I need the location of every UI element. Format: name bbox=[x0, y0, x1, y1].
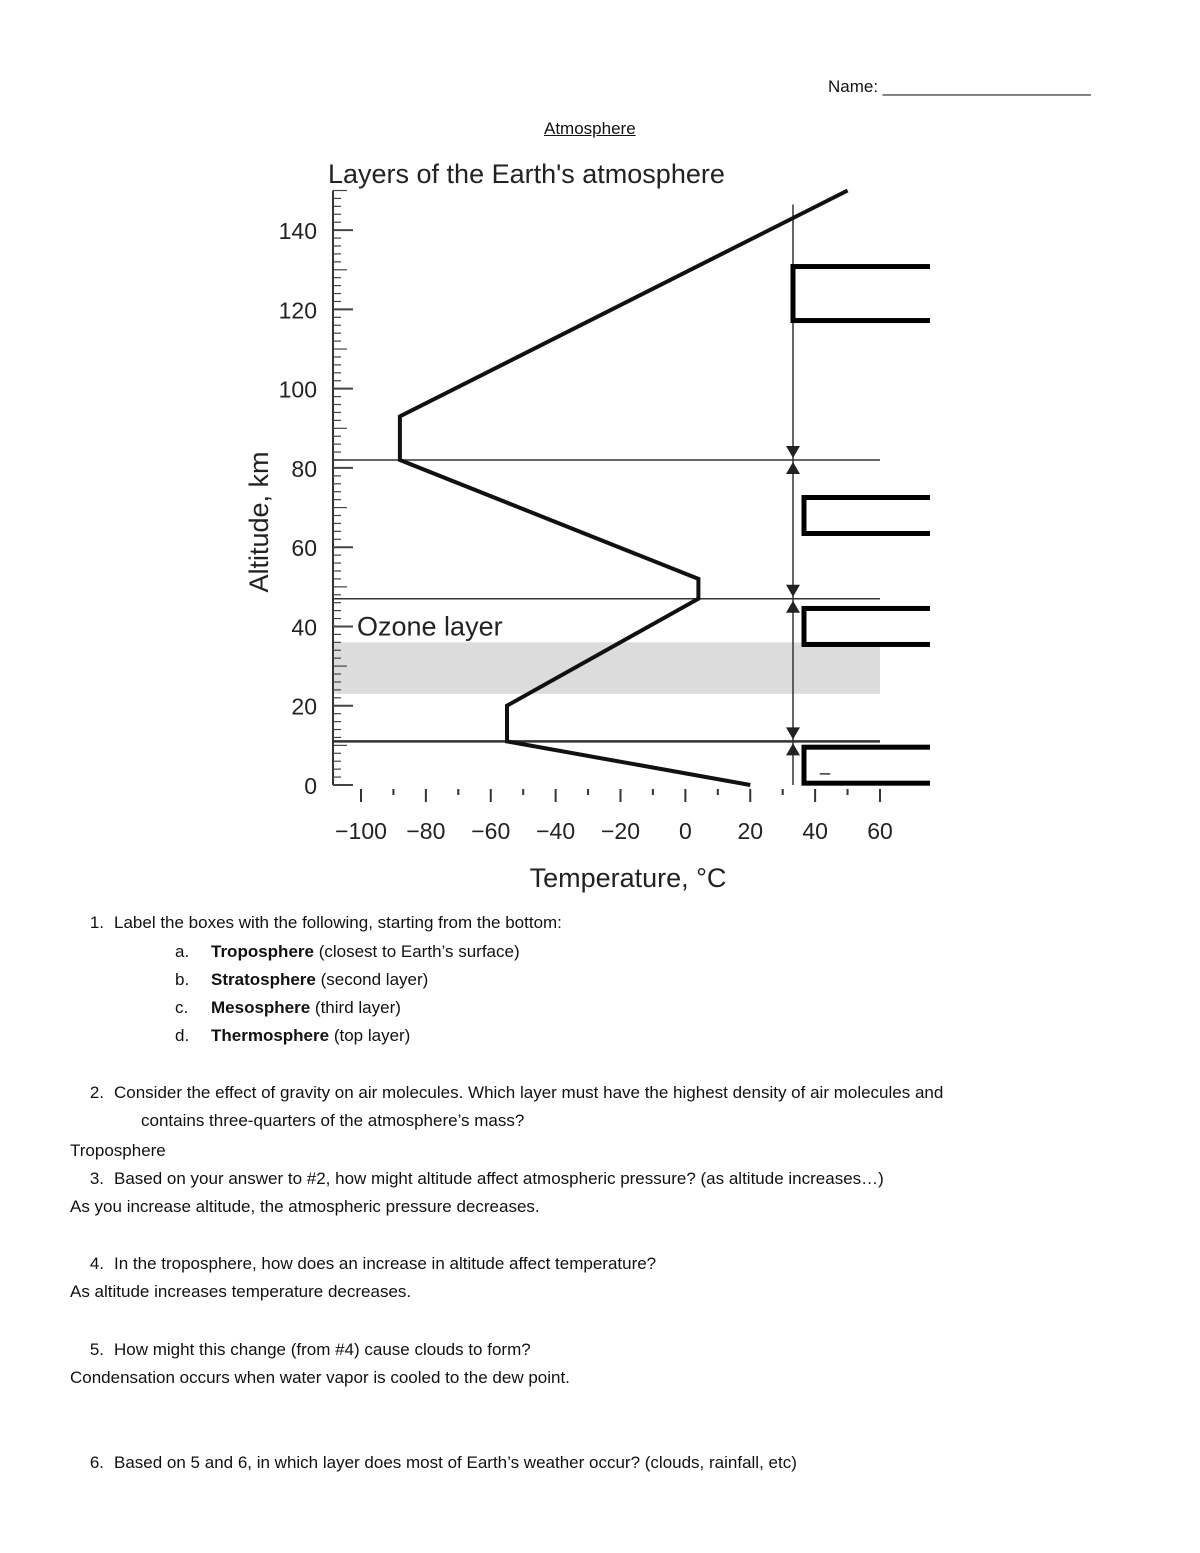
item-b-letter: b. bbox=[175, 970, 190, 989]
page-title: Atmosphere bbox=[544, 119, 636, 138]
question-6-number: 6. bbox=[89, 1453, 104, 1472]
arrow-down-icon bbox=[786, 585, 800, 597]
arrow-up-icon bbox=[786, 462, 800, 474]
question-3 bbox=[70, 1170, 884, 1187]
question-1b bbox=[175, 971, 428, 988]
atmosphere-chart bbox=[230, 150, 930, 900]
question-2-number: 2. bbox=[89, 1083, 104, 1102]
y-tick-label: 100 bbox=[278, 376, 317, 403]
arrow-down-icon bbox=[786, 446, 800, 458]
name-field-label: Name: ______________________ bbox=[828, 77, 1091, 96]
x-tick-label: 0 bbox=[678, 818, 692, 844]
question-1a bbox=[175, 943, 520, 960]
item-b-term: Stratosphere bbox=[211, 970, 316, 989]
question-2-line1: Consider the effect of gravity on air molecules. Which layer must have the highest density of air molecules and bbox=[114, 1083, 944, 1102]
item-a-note: (closest to Earth’s surface) bbox=[313, 942, 520, 961]
question-1c bbox=[175, 999, 401, 1016]
question-2-line2: contains three-quarters of the atmosphere’s mass? bbox=[141, 1111, 525, 1130]
question-1-number: 1. bbox=[89, 913, 104, 932]
question-2 bbox=[70, 1084, 943, 1101]
question-1-text: Label the boxes with the following, starting from the bottom: bbox=[114, 913, 562, 932]
y-axis-label: Altitude, km bbox=[244, 451, 274, 593]
x-tick-label: 60 bbox=[867, 818, 893, 844]
y-tick-label: 140 bbox=[278, 218, 317, 245]
layer-label-box bbox=[804, 497, 930, 533]
temperature-profile-line bbox=[400, 191, 848, 786]
question-6-text: Based on 5 and 6, in which layer does most of Earth’s weather occur? (clouds, rainfall, etc) bbox=[114, 1453, 797, 1472]
item-d-note: (top layer) bbox=[329, 1026, 411, 1045]
answer-5: Condensation occurs when water vapor is cooled to the dew point. bbox=[70, 1368, 570, 1387]
question-5-number: 5. bbox=[89, 1340, 104, 1359]
item-c-term: Mesosphere bbox=[211, 998, 311, 1017]
y-tick-label: 20 bbox=[291, 693, 317, 720]
question-3-number: 3. bbox=[89, 1169, 104, 1188]
item-b-note: (second layer) bbox=[315, 970, 429, 989]
y-tick-label: 0 bbox=[304, 773, 317, 799]
answer-2: Troposphere bbox=[70, 1141, 166, 1160]
x-tick-label: −40 bbox=[536, 818, 576, 844]
x-axis-label: Temperature, °C bbox=[529, 863, 727, 893]
ozone-layer-label: Ozone layer bbox=[357, 611, 503, 642]
arrow-up-icon bbox=[786, 743, 800, 755]
y-tick-label: 40 bbox=[291, 614, 317, 641]
question-4 bbox=[70, 1255, 656, 1272]
x-tick-label: −60 bbox=[471, 818, 511, 844]
y-tick-label: 120 bbox=[278, 297, 317, 324]
item-c-note: (third layer) bbox=[310, 998, 401, 1017]
x-tick-label: −100 bbox=[335, 818, 387, 844]
item-a-term: Troposphere bbox=[211, 942, 314, 961]
y-tick-label: 80 bbox=[291, 455, 317, 482]
item-d-letter: d. bbox=[175, 1026, 190, 1045]
question-6 bbox=[70, 1454, 797, 1471]
question-1d bbox=[175, 1027, 410, 1044]
answer-4: As altitude increases temperature decreases. bbox=[70, 1282, 412, 1301]
item-a-letter: a. bbox=[175, 942, 190, 961]
question-3-text: Based on your answer to #2, how might altitude affect atmospheric pressure? (as altitude increases…) bbox=[114, 1169, 884, 1188]
question-5 bbox=[70, 1341, 531, 1358]
arrow-up-icon bbox=[786, 601, 800, 613]
item-c-letter: c. bbox=[175, 998, 189, 1017]
question-1 bbox=[70, 914, 562, 931]
arrow-down-icon bbox=[786, 727, 800, 739]
x-tick-label: 40 bbox=[802, 818, 828, 844]
question-4-number: 4. bbox=[89, 1254, 104, 1273]
question-5-text: How might this change (from #4) cause clouds to form? bbox=[114, 1340, 531, 1359]
x-tick-label: −20 bbox=[600, 818, 641, 844]
label-box-mark: _ bbox=[820, 755, 831, 776]
layer-label-box bbox=[793, 267, 930, 321]
layer-label-box bbox=[804, 608, 930, 644]
x-tick-label: −80 bbox=[406, 818, 446, 844]
chart-title: Layers of the Earth's atmosphere bbox=[328, 159, 725, 189]
y-tick-label: 60 bbox=[291, 535, 317, 562]
question-4-text: In the troposphere, how does an increase in altitude affect temperature? bbox=[114, 1254, 657, 1273]
item-d-term: Thermosphere bbox=[211, 1026, 330, 1045]
answer-3: As you increase altitude, the atmospheric pressure decreases. bbox=[70, 1197, 540, 1216]
x-tick-label: 20 bbox=[737, 818, 764, 844]
